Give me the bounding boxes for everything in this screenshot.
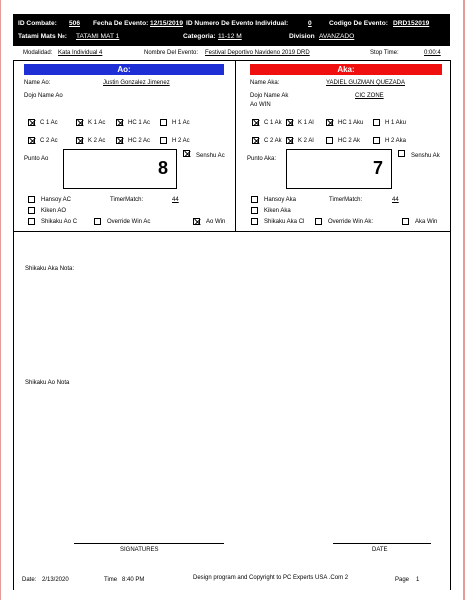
aka-score-box[interactable] — [286, 149, 392, 189]
aka-hc1-checkbox[interactable] — [326, 119, 333, 126]
categoria-label: Categoria: — [183, 33, 216, 40]
aka-shikaku-label: Shikaku Aka Cl — [264, 219, 305, 225]
footer-date-value: 2/13/2020 — [42, 577, 69, 583]
header-bar — [13, 14, 450, 46]
ao-k1-label: K 1 Ac — [88, 120, 106, 126]
modalidad-value: Kata Individual 4 — [58, 50, 103, 56]
footer-time-value: 8:40 PM — [122, 577, 145, 583]
aka-hansoy-label: Hansoy Aka — [264, 197, 297, 203]
ao-name-value: Justin Gonzalez Jimenez — [103, 80, 170, 86]
codigo-value: DRD152019 — [393, 20, 430, 27]
ao-win-checkbox[interactable] — [193, 218, 200, 225]
aka-c2-label: C 2 Ak — [264, 138, 282, 144]
ao-dojo-label: Dojo Name Ao — [24, 93, 63, 99]
aka-name-label: Name Aka: — [250, 80, 280, 86]
aka-senshu-checkbox[interactable] — [398, 150, 405, 157]
grid-mid-line — [13, 231, 451, 232]
ao-override-checkbox[interactable] — [94, 218, 101, 225]
ao-h2-checkbox[interactable] — [160, 137, 167, 144]
ao-shikaku-label: Shikaku Ao C — [41, 219, 78, 225]
footer-copyright: Design program and Copyright to PC Experts USA .Com 2 — [193, 575, 349, 581]
aka-shikaku-checkbox[interactable] — [251, 218, 258, 225]
ao-c1-label: C 1 Ac — [40, 120, 58, 126]
ao-k1-checkbox[interactable] — [76, 119, 83, 126]
ao-timer-label: TimerMatch: — [110, 197, 144, 203]
grid-center-line — [235, 60, 236, 232]
aka-h2-checkbox[interactable] — [373, 137, 380, 144]
division-label: Division — [289, 33, 315, 40]
aka-senshu-label: Senshu Ak — [411, 153, 440, 159]
nombre-evento-label: Nombre Del Evento: — [144, 50, 199, 56]
codigo-label: Codigo De Evento: — [329, 20, 388, 27]
signatures-label: SIGNATURES — [120, 547, 159, 553]
aka-override-label: Override Win Ak: — [328, 219, 374, 225]
grid-top-line — [13, 60, 451, 61]
ao-k2-checkbox[interactable] — [76, 137, 83, 144]
aka-name-value: YADIEL GUZMAN QUEZADA — [326, 80, 406, 86]
id-combate-label: ID Combate: — [18, 20, 57, 27]
grid-right-line — [450, 60, 451, 590]
ao-hc1-label: HC 1 Ac — [128, 120, 151, 126]
ao-score-box[interactable] — [63, 149, 177, 189]
modalidad-label: Modalidad: — [23, 50, 53, 56]
ao-override-label: Override Win Ac — [107, 219, 151, 225]
ao-kiken-checkbox[interactable] — [28, 207, 35, 214]
ao-banner-label: Ao: — [117, 65, 131, 74]
aka-banner — [250, 64, 442, 75]
tatami-value: TATAMI MAT 1 — [76, 33, 120, 40]
aka-k1-checkbox[interactable] — [286, 119, 293, 126]
aka-win-label: Aka Win — [415, 219, 438, 225]
id-numero-value: 0 — [308, 20, 312, 27]
aka-win-checkbox[interactable] — [402, 218, 409, 225]
aka-c2-checkbox[interactable] — [252, 137, 259, 144]
aka-h1-checkbox[interactable] — [373, 119, 380, 126]
ao-h1-label: H 1 Ac — [172, 120, 190, 126]
aka-punto-label: Punto Aka: — [247, 156, 277, 162]
id-combate-value: 506 — [69, 20, 81, 27]
id-numero-label: ID Numero De Evento Individual: — [186, 20, 289, 27]
footer-page-label: Page — [395, 577, 410, 583]
ao-name-label: Name Ao: — [24, 80, 51, 86]
ao-hc2-checkbox[interactable] — [116, 137, 123, 144]
aka-hc2-checkbox[interactable] — [326, 137, 333, 144]
ao-c1-checkbox[interactable] — [28, 119, 35, 126]
aka-hansoy-checkbox[interactable] — [251, 196, 258, 203]
aka-kiken-checkbox[interactable] — [251, 207, 258, 214]
aka-kiken-label: Kiken Aka — [264, 208, 291, 214]
footer-date-label: Date: — [22, 577, 37, 583]
ao-banner — [24, 64, 224, 75]
page-border-left — [0, 0, 1, 600]
aka-c1-label: C 1 Ak — [264, 120, 282, 126]
aka-hc2-label: HC 2 Ak — [338, 138, 361, 144]
ao-hc1-checkbox[interactable] — [116, 119, 123, 126]
tatami-label: Tatami Mats №: — [18, 33, 67, 40]
ao-hc2-label: HC 2 Ac — [128, 138, 151, 144]
aka-timer-value: 44 — [392, 197, 399, 203]
ao-note-label: Shikaku Ao Nota — [25, 380, 70, 386]
aka-dojo-value: CIC ZONE — [355, 93, 384, 99]
aka-score-value: 7 — [372, 158, 383, 178]
footer-page-value: 1 — [416, 577, 420, 583]
grid-left-line — [13, 60, 14, 590]
aka-hc1-label: HC 1 Aku — [338, 120, 364, 126]
stop-time-label: Stop Time: — [370, 50, 399, 56]
ao-c2-label: C 2 Ac — [40, 138, 58, 144]
aka-dojo-label: Dojo Name Ak — [250, 93, 289, 99]
date-sign-label: DATE — [372, 547, 388, 553]
ao-kiken-label: Kiken AO — [41, 208, 67, 214]
aka-banner-label: Aka: — [337, 65, 355, 74]
aka-h2-label: H 2 Aka — [385, 138, 407, 144]
ao-h2-label: H 2 Ac — [172, 138, 190, 144]
aka-c1-checkbox[interactable] — [252, 119, 259, 126]
footer-time-label: Time — [104, 577, 118, 583]
fecha-value: 12/15/2019 — [150, 20, 184, 27]
ao-win-label: Ao Win — [206, 219, 226, 225]
division-value: AVANZADO — [319, 33, 355, 40]
signatures-line — [74, 543, 224, 544]
aka-k2-label: K 2 Al — [298, 138, 314, 144]
aka-ao-win-text: Ao WIN — [250, 102, 271, 108]
ao-k2-label: K 2 Ac — [88, 138, 106, 144]
ao-shikaku-checkbox[interactable] — [28, 218, 35, 225]
stop-time-value: 0:00:4 — [424, 50, 441, 56]
ao-hansoy-label: Hansoy AC — [41, 197, 72, 203]
ao-punto-label: Punto Ao — [24, 156, 49, 162]
ao-senshu-checkbox[interactable] — [183, 150, 190, 157]
ao-timer-value: 44 — [172, 197, 179, 203]
date-line — [333, 543, 431, 544]
ao-h1-checkbox[interactable] — [160, 119, 167, 126]
fecha-label: Fecha De Evento: — [93, 20, 149, 27]
ao-senshu-label: Senshu Ac — [196, 153, 225, 159]
aka-override-checkbox[interactable] — [315, 218, 322, 225]
ao-c2-checkbox[interactable] — [28, 137, 35, 144]
aka-timer-label: TimerMatch: — [329, 197, 363, 203]
ao-score-value: 8 — [157, 158, 168, 178]
aka-k1-label: K 1 Al — [298, 120, 314, 126]
aka-note-label: Shikaku Aka Nota: — [25, 266, 75, 272]
aka-h1-label: H 1 Aku — [385, 120, 407, 126]
nombre-evento-value: Festival Deportivo Navideno 2019 DRD — [205, 50, 310, 56]
aka-k2-checkbox[interactable] — [286, 137, 293, 144]
categoria-value: 11-12 M — [218, 33, 242, 40]
ao-hansoy-checkbox[interactable] — [28, 196, 35, 203]
